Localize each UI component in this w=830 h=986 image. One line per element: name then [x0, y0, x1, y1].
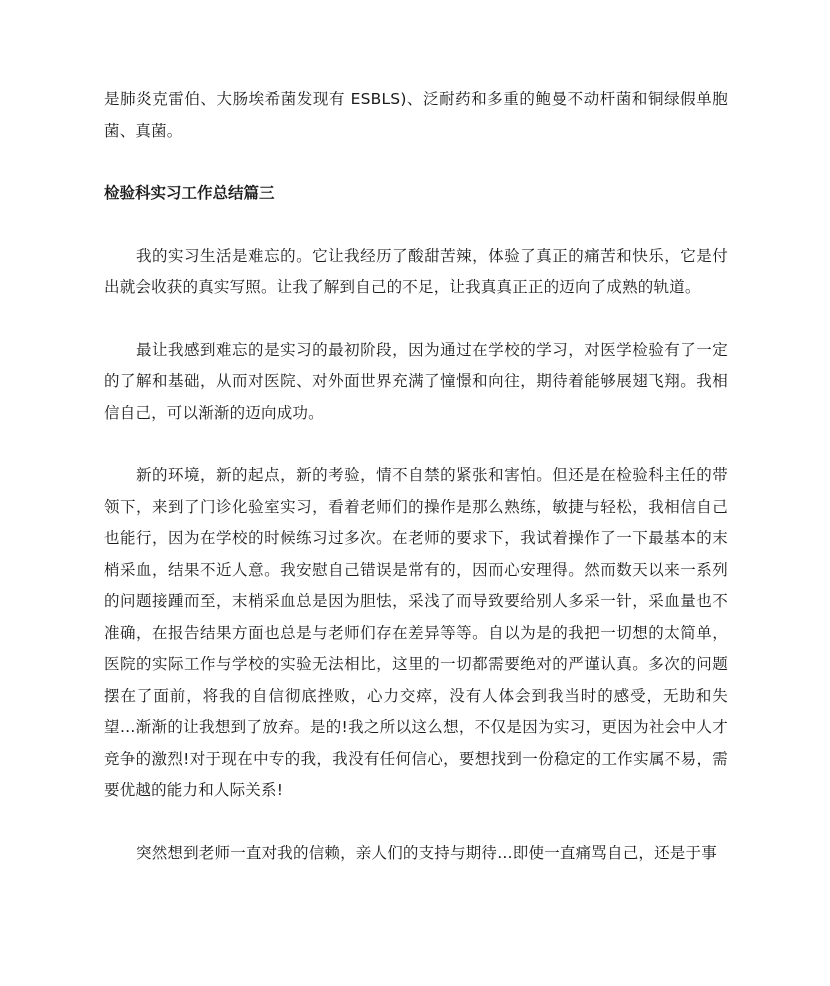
paragraph-3: 新的环境，新的起点，新的考验，情不自禁的紧张和害怕。但还是在检验科主任的带领下，来到了门诊化验室实习，看着老师们的操作是那么熟练，敏捷与轻松，我相信自己也能行，因为在学校的时候练习过多次。在老师的要求下，我试着操作了一下最基本的末梢采血，结果不近人意。我安慰自己错误是常有的，因而心安理得。然而数天以来一系列的问题接踵而至，末梢采血总是因为胆怯，采浅了而导致要给别人多采一针，采血量也不准确，在报告结果方面也总是与老师们存在差异等等。自以为是的我把一切想的太简单，医院的实际工作与学校的实验无法相比，这里的一切都需要绝对的严谨认真。多次的问题摆在了面前，将我的自信彻底挫败，心力交瘁，没有人体会到我当时的感受，无助和失望…渐渐的让我想到了放弃。是的!我之所以这么想，不仅是因为实习，更因为社会中人才竞争的激烈!对于现在中专的我，我没有任何信心，要想找到一份稳定的工作实属不易，需要优越的能力和人际关系!	[104, 466, 728, 799]
document-body	[104, 84, 728, 869]
paragraph-4: 突然想到老师一直对我的信赖，亲人们的支持与期待…即使一直痛骂自己，还是于事	[136, 843, 717, 862]
paragraph-1: 我的实习生活是难忘的。它让我经历了酸甜苦辣，体验了真正的痛苦和快乐，它是付出就会收获的真实写照。让我了解到自己的不足，让我真真正正的迈向了成熟的轨道。	[104, 246, 728, 296]
section-heading: 检验科实习工作总结篇三	[104, 184, 275, 202]
paragraph-intro: 是肺炎克雷伯、大肠埃希菌发现有 ESBLS)、泛耐药和多重的鲍曼不动杆菌和铜绿假单胞菌、真菌。	[104, 90, 728, 140]
paragraph-2: 最让我感到难忘的是实习的最初阶段，因为通过在学校的学习，对医学检验有了一定的了解和基础，从而对医院、对外面世界充满了憧憬和向往，期待着能够展翅飞翔。我相信自己，可以渐渐的迈向成功。	[104, 340, 728, 422]
